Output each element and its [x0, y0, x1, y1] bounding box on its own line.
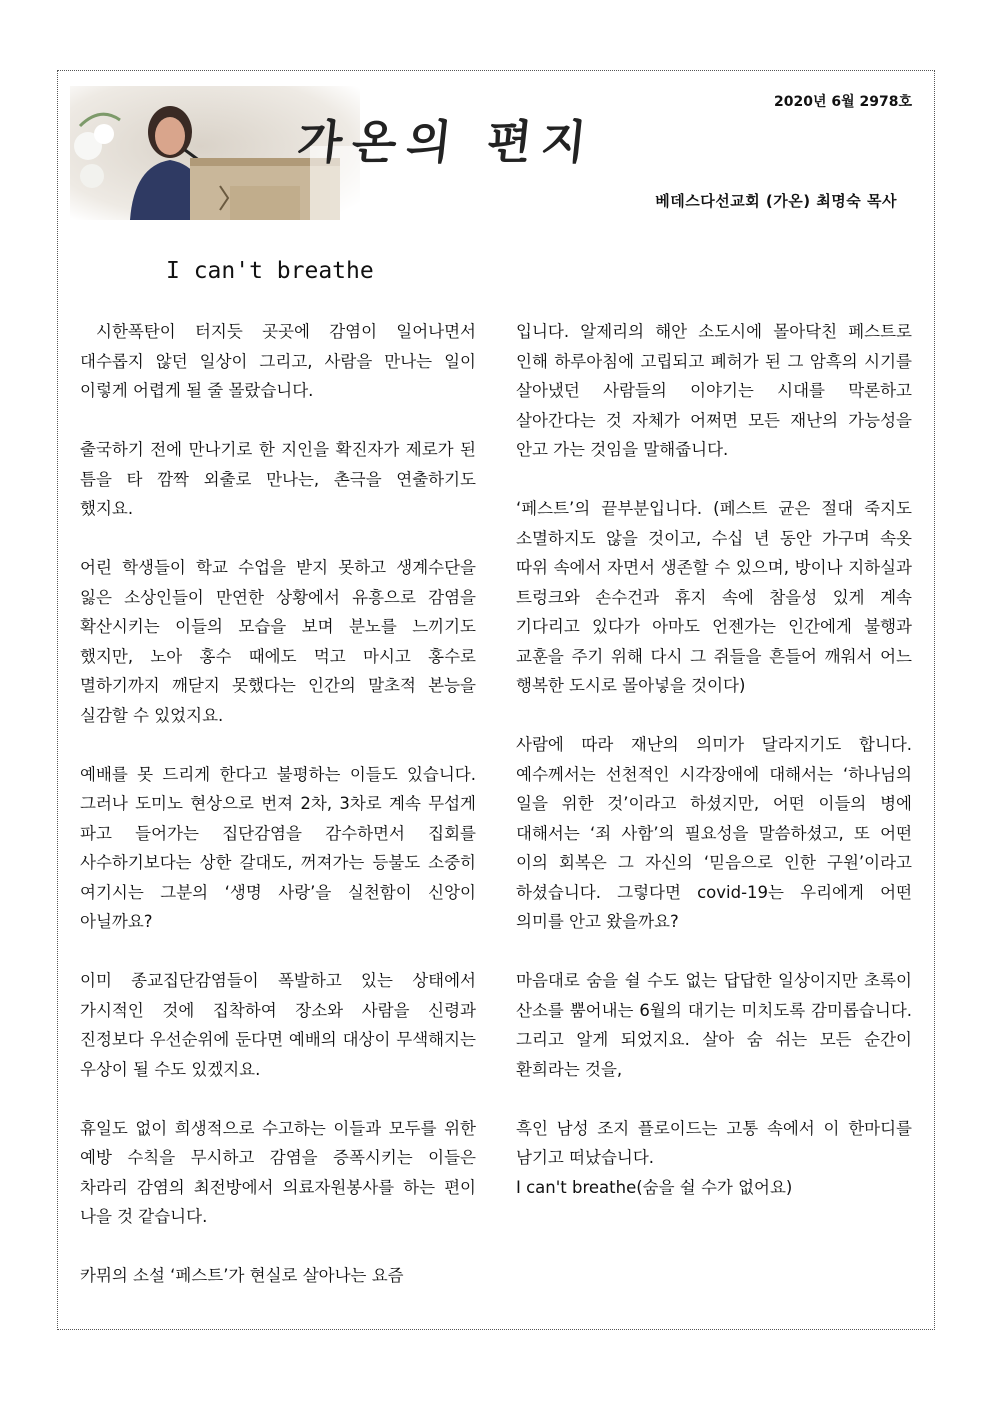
letter-title: 가온의 편지 [294, 115, 599, 169]
paragraph: 이미 종교집단감염들이 폭발하고 있는 상태에서 가시적인 것에 집착하여 장소와 사람을 신령과 진정보다 우선순위에 둔다면 예배의 대상이 무색해지는 우상이 될 수도 있겠지요. [80, 971, 476, 1079]
right-column [516, 317, 912, 1202]
paragraph: 카뮈의 소설 ‘페스트’가 현실로 살아나는 요즘 [80, 1266, 404, 1285]
paragraph: 입니다. 알제리의 해안 소도시에 몰아닥친 페스트로 인해 하루아침에 고립되고 폐허가 된 그 암흑의 시기를 살아냈던 사람들의 이야기는 시대를 막론하고 살아간다는 것 자체가 어쩌면 모든 재난의 가능성을 안고 가는 것임을 말해줍니다. [516, 322, 912, 459]
paragraph: ‘페스트’의 끝부분입니다. (페스트 균은 절대 죽지도 소멸하지도 않을 것이고, 수십 년 동안 가구며 속옷 따위 속에서 자면서 생존할 수 있으며, 방이나 지하실과 트렁크와 손수건과 휴지 속에 참을성 있게 계속 기다리고 있다가 아마도 언젠가는 인간에게 불행과 교훈을 주기 위해 다시 그 쥐들을 흔들어 깨워서 어느 행복한 도시로 몰아넣을 것이다) [516, 499, 912, 695]
author-line: 베데스다선교회 (가온) 최명숙 목사 [655, 192, 897, 210]
paragraph: 출국하기 전에 만나기로 한 지인을 확진자가 제로가 된 틈을 타 깜짝 외출로 만나는, 촌극을 연출하기도 했지요. [80, 440, 476, 518]
paragraph: 흑인 남성 조지 플로이드는 고통 속에서 이 한마디를 남기고 떠났습니다. [516, 1118, 912, 1167]
paragraph: 사람에 따라 재난의 의미가 달라지기도 합니다. 예수께서는 선천적인 시각장애에 대해서는 ‘하나님의 일을 위한 것’이라고 하셨지만, 어떤 이들의 병에 대해서는 ‘죄 사함’의 필요성을 말씀하셨고, 또 어떤 이의 회복은 그 자신의 ‘믿음으로 인한 구원’이라고 하셨습니다. 그렇다면 covid-19는 우리에게 어떤 의미를 안고 왔을까요? [516, 735, 912, 931]
paragraph: 휴일도 없이 희생적으로 수고하는 이들과 모두를 위한 예방 수칙을 무시하고 감염을 증폭시키는 이들은 차라리 감염의 최전방에서 의료자원봉사를 하는 편이 나을 것 같습니다. [80, 1118, 476, 1226]
paragraph: 마음대로 숨을 쉴 수도 없는 답답한 일상이지만 초록이 산소를 뿜어내는 6월의 대기는 미치도록 감미롭습니다. 그리고 알게 되었지요. 살아 숨 쉬는 모든 순간이 환희라는 것을, [516, 971, 912, 1079]
paragraph: 예배를 못 드리게 한다고 불평하는 이들도 있습니다. 그러나 도미노 현상으로 번져 2차, 3차로 계속 무섭게 파고 들어가는 집단감염을 감수하면서 집회를 사수하기보다는 상한 갈대도, 꺼져가는 등불도 소중히 여기시는 그분의 ‘생명 사랑’을 실천함이 신앙이 아닐까요? [80, 764, 476, 931]
paragraph: 시한폭탄이 터지듯 곳곳에 감염이 일어나면서 대수롭지 않던 일상이 그리고, 사람을 만나는 일이 이렇게 어렵게 될 줄 몰랐습니다. [80, 322, 476, 400]
issue-info: 2020년 6월 2978호 [774, 94, 912, 110]
paragraph: 어린 학생들이 학교 수업을 받지 못하고 생계수단을 잃은 소상인들이 만연한 상황에서 유흥으로 감염을 확산시키는 이들의 모습을 보며 분노를 느끼기도 했지만, 노아 홍수 때에도 먹고 마시고 홍수로 멸하기까지 깨닫지 못했다는 인간의 말초적 본능을 실감할 수 있었지요. [80, 558, 476, 725]
article-title: I can't breathe [166, 258, 374, 284]
left-column [80, 317, 476, 1291]
closing-line: I can't breathe(숨을 쉴 수가 없어요) [516, 1177, 793, 1197]
